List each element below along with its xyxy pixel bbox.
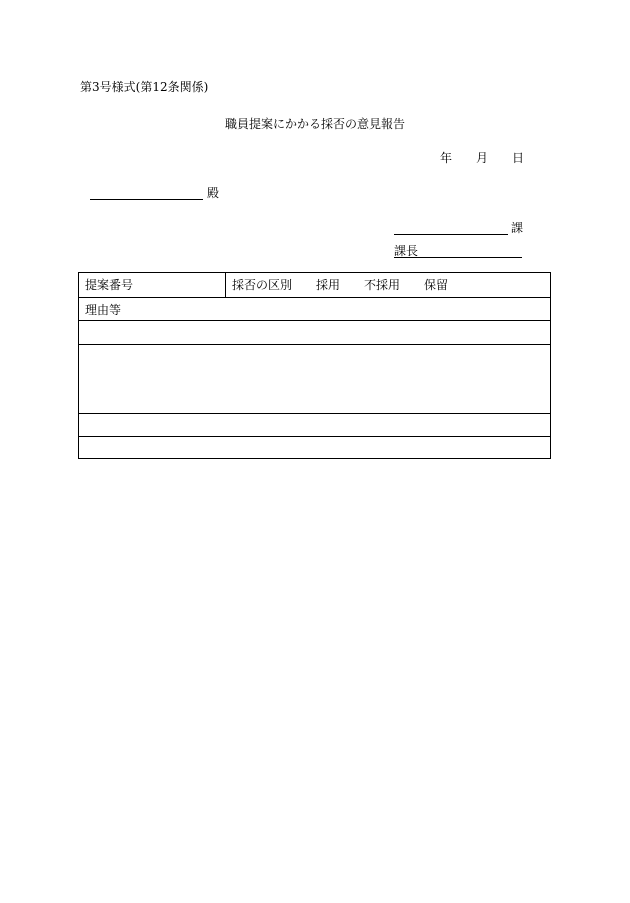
decision-cell [232,278,448,292]
table-row-blank[interactable] [79,413,550,436]
table-row-reason [79,297,550,320]
addressee-honorific: 殿 [207,186,220,200]
section-chief-label: 課長 [394,244,419,258]
option-pending[interactable]: 保留 [424,278,449,292]
table-row-blank[interactable] [79,344,550,413]
document-title: 職員提案にかかる採否の意見報告 [224,117,405,131]
section-chief-blank-line[interactable] [394,257,522,258]
proposal-number-label: 提案番号 [85,278,134,292]
option-adopt[interactable]: 採用 [316,278,341,292]
department-suffix: 課 [511,221,524,235]
column-divider [225,273,226,297]
department-blank-line[interactable] [394,234,508,235]
report-table [78,272,551,459]
date-line [440,151,524,165]
option-reject[interactable]: 不採用 [364,278,401,292]
date-year: 年 [440,151,453,165]
form-number: 第3号様式(第12条関係) [80,80,209,94]
addressee-blank-line[interactable] [90,199,203,200]
table-row-blank[interactable] [79,320,550,344]
date-month: 月 [476,151,489,165]
table-row-blank[interactable] [79,436,550,458]
decision-label: 採否の区別 [232,278,293,292]
reason-label: 理由等 [85,303,122,317]
table-row-header [79,273,550,297]
date-day: 日 [512,151,525,165]
